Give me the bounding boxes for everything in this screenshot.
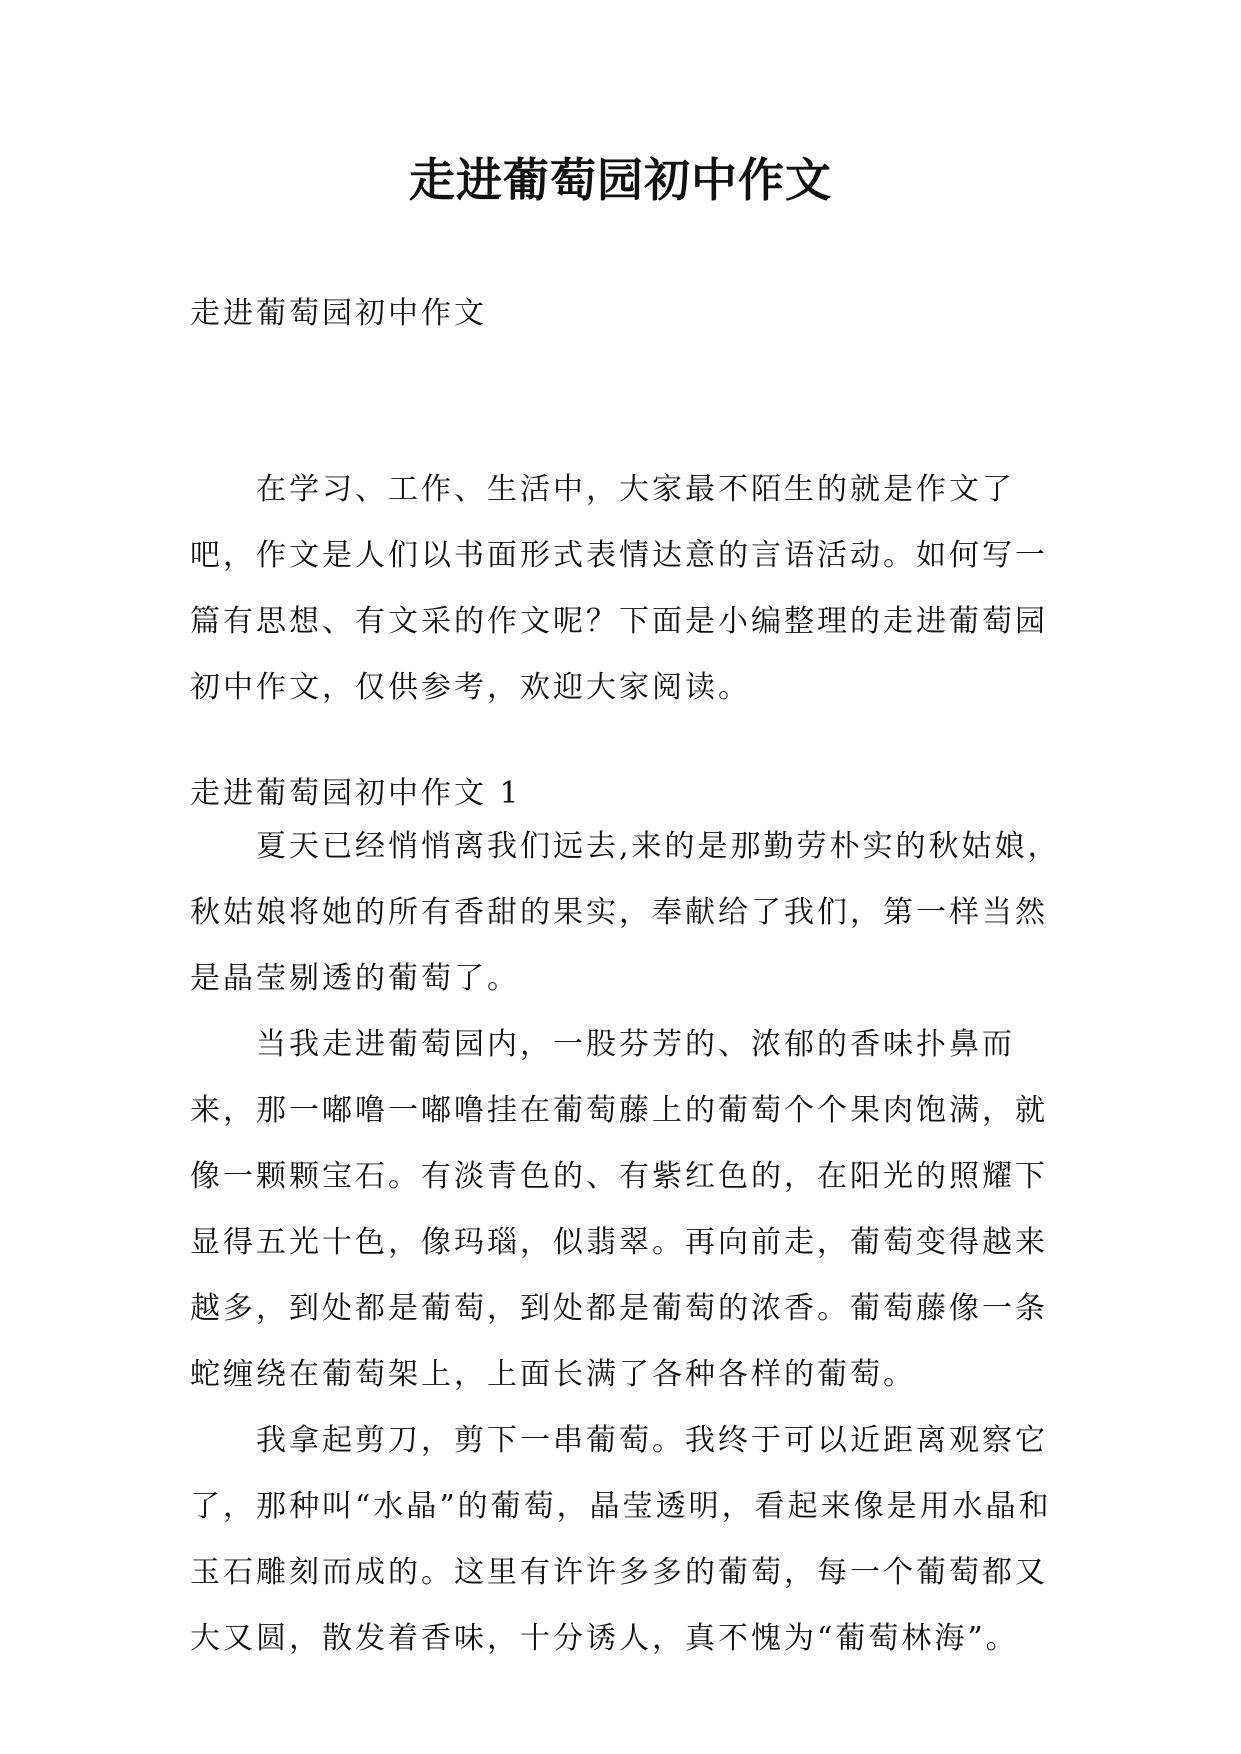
section-heading: 走进葡萄园初中作文 1 <box>190 776 522 811</box>
document-subtitle: 走进葡萄园初中作文 <box>190 296 487 331</box>
essay-body <box>190 814 1070 1672</box>
intro-paragraph: 在学习、工作、生活中，大家最不陌生的就是作文了吧，作文是人们以书面形式表情达意的言语活动。如何写一篇有思想、有文采的作文呢？下面是小编整理的走进葡萄园初中作文，仅供参考，欢迎大家阅读。 <box>190 472 1048 705</box>
essay-paragraph-3: 我拿起剪刀，剪下一串葡萄。我终于可以近距离观察它了，那种叫“水晶”的葡萄，晶莹透明，看起来像是用水晶和玉石雕刻而成的。这里有许许多多的葡萄，每一个葡萄都又大又圆，散发着香味，十分诱人，真不愧为“葡萄林海”。 <box>190 1423 1052 1656</box>
essay-paragraph-2: 当我走进葡萄园内，一股芬芳的、浓郁的香味扑鼻而来，那一嘟噜一嘟噜挂在葡萄藤上的葡萄个个果肉饱满，就像一颗颗宝石。有淡青色的、有紫红色的，在阳光的照耀下显得五光十色，像玛瑙，似翡翠。再向前走，葡萄变得越来越多，到处都是葡萄，到处都是葡萄的浓香。葡萄藤像一条蛇缠绕在葡萄架上，上面长满了各种各样的葡萄。 <box>190 1027 1048 1392</box>
essay-paragraph-1: 夏天已经悄悄离我们远去,来的是那勤劳朴实的秋姑娘，秋姑娘将她的所有香甜的果实，奉献给了我们，第一样当然是晶莹剔透的葡萄了。 <box>190 829 1061 996</box>
document-title: 走进葡萄园初中作文 <box>409 153 832 207</box>
